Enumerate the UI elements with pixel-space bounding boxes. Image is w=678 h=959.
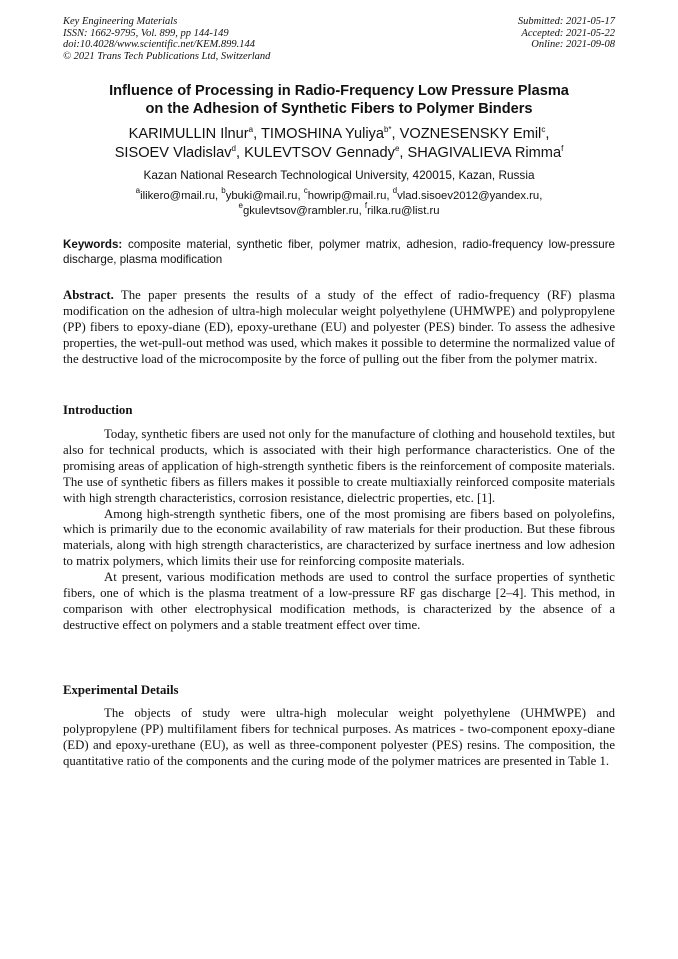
email-address[interactable]: ybuki@mail.ru,	[225, 190, 304, 202]
submission-dates	[518, 16, 615, 51]
email-address[interactable]: gkulevtsov@rambler.ru,	[242, 205, 365, 217]
paragraph: Today, synthetic fibers are used not only for the manufacture of clothing and household textiles, but also for technical products, which is associated with their high performance characteristics. One of the promising areas of application of high-strength synthetic fibers is the reinforcement of composite materials. The use of synthetic fibers as fillers makes it possible to create multiaxially reinforced composite materials with high strength characteristics, corrosion resistance, dielectric properties, etc. [1].	[63, 427, 615, 505]
email-address[interactable]: howrip@mail.ru,	[307, 190, 393, 202]
author-sup: e	[394, 143, 400, 153]
author-name: VOZNESENSKY Emil	[399, 126, 542, 142]
author-name: KARIMULLIN Ilnur	[128, 126, 249, 142]
email-address[interactable]: rilka.ru@list.ru	[367, 205, 440, 217]
introduction-body	[63, 427, 615, 634]
title-line-1: Influence of Processing in Radio-Frequency Low Pressure Plasma	[109, 83, 569, 99]
doi-line: doi:10.4028/www.scientific.net/KEM.899.144	[63, 39, 255, 50]
email-sup: f	[364, 201, 368, 210]
author-sep: ,	[545, 126, 550, 142]
paragraph: At present, various modification methods are used to control the surface properties of synthetic fibers, one of which is the plasma treatment of a low-pressure RF gas discharge [2–4]. This method, in comparison with other electrophysical modification methods, is characterized by the absence of a destructive effect on polymers and a stable treatment effect over time.	[63, 570, 615, 632]
journal-info	[63, 16, 270, 62]
accepted-date: Accepted: 2021-05-22	[521, 27, 615, 39]
keywords-text: composite material, synthetic fiber, polymer matrix, adhesion, radio-frequency low-pressure discharge, plasma modification	[63, 238, 615, 266]
keywords	[63, 237, 615, 267]
author-name: KULEVTSOV Gennady	[244, 144, 395, 161]
abstract-text: The paper presents the results of a study of the effect of radio-frequency (RF) plasma modification on the adhesion of ultra-high molecular weight polyethylene (UHMWPE) and polypropylene (PP) fibers to epoxy-diane (ED), epoxy-urethane (EU) and polyester (PES) binder. To assess the adhesive properties, the wet-pull-out method was used, which makes it possible to determine the normalized value of the destructive load of the microcomposite by the force of pulling out the fiber from the polymer matrix.	[63, 288, 615, 366]
email-sup: e	[238, 201, 243, 210]
author-name: TIMOSHINA Yuliya	[260, 126, 384, 142]
introduction-heading: Introduction	[63, 403, 133, 417]
experimental-body	[63, 706, 615, 770]
author-sep: ,	[253, 126, 261, 142]
author-sup: a	[248, 125, 254, 134]
online-date: Online: 2021-09-08	[531, 39, 615, 50]
author-sep: ,	[399, 144, 408, 161]
author-line-2	[63, 144, 615, 163]
author-sup: b*	[383, 125, 392, 134]
email-sup: a	[135, 186, 141, 195]
author-sep: ,	[391, 126, 400, 142]
author-name: SHAGIVALIEVA Rimma	[407, 144, 562, 161]
email-sup: d	[392, 186, 398, 195]
paragraph: Among high-strength synthetic fibers, one of the most promising are fibers based on polyolefins, which is primarily due to the economic availability of raw materials for their production. But these fibrous materials, along with high strength characteristics, are characterized by surface inertness and low adhesion to matrix polymers, which limits their use for reinforcing composite materials.	[63, 506, 615, 569]
experimental-heading: Experimental Details	[63, 683, 179, 697]
issn-line: ISSN: 1662-9795, Vol. 899, pp 144-149	[63, 27, 229, 39]
submitted-date: Submitted: 2021-05-17	[517, 16, 615, 27]
abstract	[63, 288, 615, 368]
author-name: SISOEV Vladislav	[114, 144, 232, 161]
author-sup: c	[541, 125, 546, 134]
paragraph: The objects of study were ultra-high molecular weight polyethylene (UHMWPE) and polypropylene (PP) multifilament fibers for technical purposes. As matrices - two-component epoxy-diane (ED) and epoxy-urethane (EU), as well as three-component polyester (PES) resins. The composition, the quantitative ratio of the components and the curing mode of the polymer matrices are presented in Table 1.	[63, 706, 615, 768]
author-sep: ,	[235, 144, 245, 161]
email-address[interactable]: vlad.sisoev2012@yandex.ru,	[397, 190, 543, 202]
paper-title	[63, 82, 615, 118]
author-list	[63, 125, 615, 162]
journal-name: Key Engineering Materials	[63, 16, 178, 27]
copyright-line: © 2021 Trans Tech Publications Ltd, Switzerland	[63, 50, 271, 62]
abstract-label: Abstract.	[63, 288, 114, 302]
email-address[interactable]: ilikero@mail.ru,	[140, 190, 222, 202]
email-sup: b	[221, 186, 226, 195]
author-sup: d	[231, 143, 236, 153]
title-line-2: on the Adhesion of Synthetic Fibers to Polymer Binders	[145, 101, 533, 117]
author-line-1	[63, 125, 615, 144]
author-emails	[63, 186, 615, 219]
author-sup: f	[561, 143, 564, 153]
email-line-1	[63, 186, 615, 204]
keywords-label: Keywords:	[63, 238, 123, 251]
email-line-2	[63, 201, 615, 219]
affiliation: Kazan National Research Technological University, 420015, Kazan, Russia	[143, 168, 535, 182]
email-sup: c	[303, 186, 308, 195]
